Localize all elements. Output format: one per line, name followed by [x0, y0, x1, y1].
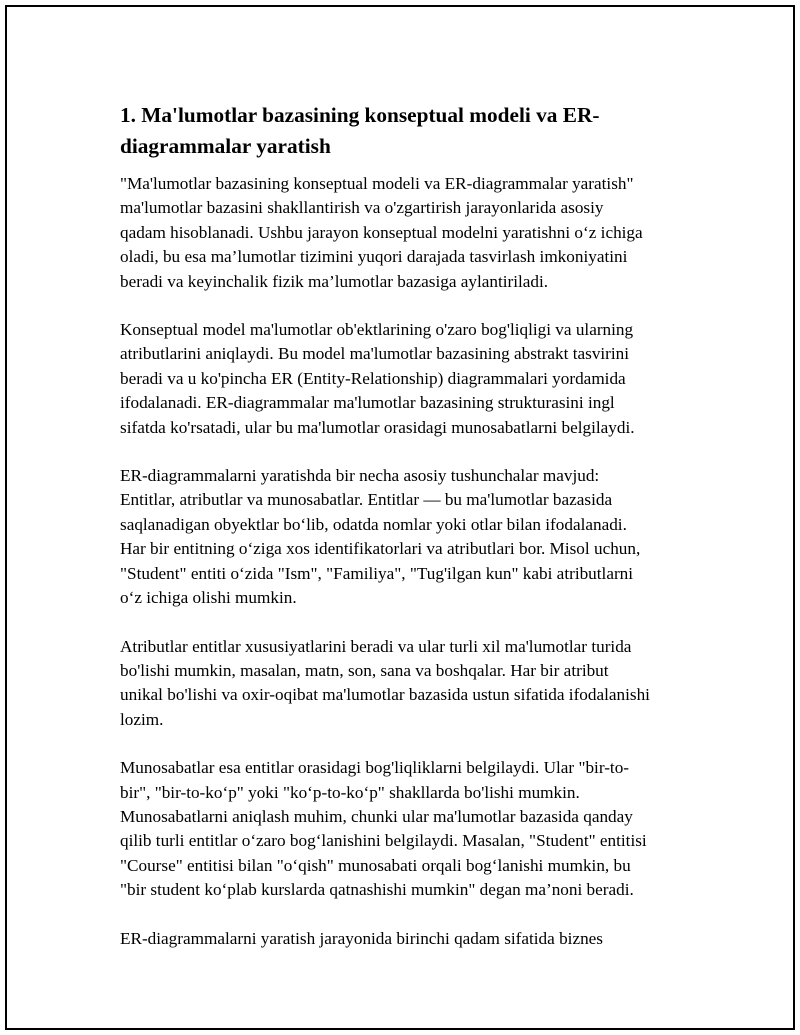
text-line: Munosabatlar esa entitlar orasidagi bog'liqliklarni belgilaydi. Ular "bir-to-: [120, 758, 630, 778]
text-line: oladi, bu esa ma’lumotlar tizimini yuqori darajada tasvirlash imkoniyatini: [120, 247, 628, 267]
text-line: bir", "bir-to-ko‘p" yoki "ko‘p-to-ko‘p" shakllarda bo'lishi mumkin.: [120, 782, 580, 802]
text-line: atributlarini aniqlaydi. Bu model ma'lumotlar bazasining abstrakt tasvirini: [120, 344, 630, 364]
text-line: Konseptual model ma'lumotlar ob'ektlarining o'zaro bog'liqligi va ularning: [120, 320, 634, 340]
text-line: ifodalanadi. ER-diagrammalar ma'lumotlar bazasining strukturasini ingl: [120, 393, 615, 413]
text-line: lozim.: [120, 709, 164, 729]
text-line: "Student" entiti o‘zida "Ism", "Familiya", "Tug'ilgan kun" kabi atributlarni: [120, 563, 634, 583]
text-line: saqlanadigan obyektlar bo‘lib, odatda nomlar yoki otlar bilan ifodalanadi.: [120, 514, 627, 534]
document-body: [120, 100, 700, 975]
text-line: Munosabatlarni aniqlash muhim, chunki ular ma'lumotlar bazasida qanday: [120, 806, 633, 826]
text-line: sifatda ko'rsatadi, ular bu ma'lumotlar orasidagi munosabatlarni belgilaydi.: [120, 417, 635, 437]
page-frame: [5, 5, 795, 1030]
text-line: qadam hisoblanadi. Ushbu jarayon konseptual modelni yaratishni o‘z ichiga: [120, 222, 643, 242]
text-line: Har bir entitning o‘ziga xos identifikatorlari va atributlari bor. Misol uchun,: [120, 539, 641, 559]
paragraph-conceptual-model: [120, 318, 700, 440]
text-line: o‘z ichiga olishi mumkin.: [120, 588, 297, 608]
section-heading: [120, 100, 700, 162]
text-line: beradi va u ko'pincha ER (Entity-Relationship) diagrammalari yordamida: [120, 368, 626, 388]
text-line: ER-diagrammalarni yaratishda bir necha asosiy tushunchalar mavjud:: [120, 466, 600, 486]
heading-line: 1. Ma'lumotlar bazasining konseptual modeli va ER-: [120, 103, 600, 127]
text-line: ma'lumotlar bazasini shakllantirish va o'zgartirish jarayonlarida asosiy: [120, 198, 604, 218]
paragraph-intro: [120, 172, 700, 294]
text-line: beradi va keyinchalik fizik ma’lumotlar bazasiga aylantiriladi.: [120, 271, 549, 291]
paragraph-attributes: [120, 635, 700, 733]
paragraph-relationships: [120, 756, 700, 902]
text-line: "Course" entitisi bilan "o‘qish" munosabati orqali bog‘lanishi mumkin, bu: [120, 855, 631, 875]
paragraph-first-step: [120, 927, 700, 951]
text-line: Atributlar entitlar xususiyatlarini beradi va ular turli xil ma'lumotlar turida: [120, 636, 632, 656]
text-line: bo'lishi mumkin, masalan, matn, son, sana va boshqalar. Har bir atribut: [120, 660, 609, 680]
text-line: Entitlar, atributlar va munosabatlar. Entitlar — bu ma'lumotlar bazasida: [120, 490, 613, 510]
text-line: unikal bo'lishi va oxir-oqibat ma'lumotlar bazasida ustun sifatida ifodalanishi: [120, 685, 650, 705]
text-line: "Ma'lumotlar bazasining konseptual modeli va ER-diagrammalar yaratish": [120, 174, 634, 193]
paragraph-er-concepts: [120, 464, 700, 610]
text-line: ER-diagrammalarni yaratish jarayonida birinchi qadam sifatida biznes: [120, 928, 603, 948]
text-line: "bir student ko‘plab kurslarda qatnashishi mumkin" degan ma’noni beradi.: [120, 880, 634, 900]
heading-line: diagrammalar yaratish: [120, 134, 331, 158]
text-line: qilib turli entitlar o‘zaro bog‘lanishini belgilaydi. Masalan, "Student" entitisi: [120, 831, 647, 851]
